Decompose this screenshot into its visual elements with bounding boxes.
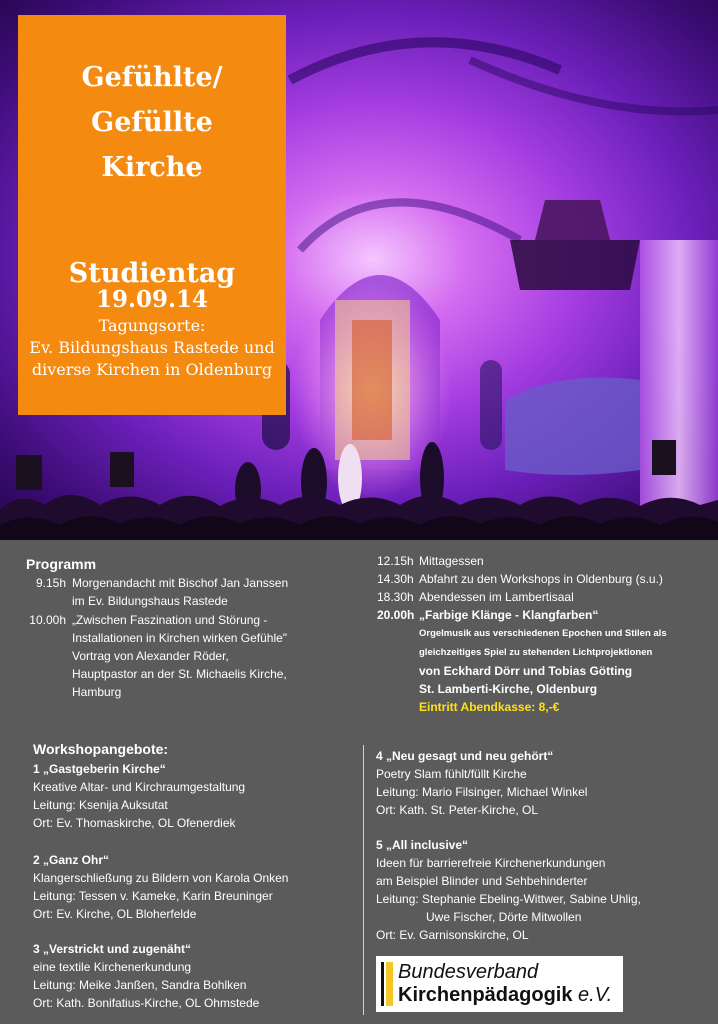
- concert-detail-text: Orgelmusik aus verschiedenen Epochen und Stilen als: [419, 628, 667, 639]
- logo-line-2: [398, 983, 612, 1007]
- workshop-line: Ort: Ev. Thomaskirche, OL Ofenerdiek: [33, 816, 236, 830]
- admission: [377, 698, 707, 716]
- event-date: 19.09.14: [95, 286, 209, 313]
- workshop-line: Ort: Kath. St. Peter-Kirche, OL: [376, 803, 539, 817]
- workshop-title: 5 „All inclusive“: [376, 838, 469, 852]
- workshop-line: Leitung: Stephanie Ebeling-Wittwer, Sabine Uhlig,: [376, 892, 641, 906]
- column-divider: [363, 745, 364, 1015]
- workshop-title: 4 „Neu gesagt und neu gehört“: [376, 749, 554, 763]
- programme-time: 20.00h: [377, 608, 415, 622]
- programme-text: Hamburg: [72, 685, 122, 699]
- programme-time: 12.15h: [377, 554, 414, 568]
- programme-item: [377, 570, 707, 588]
- venue-line: Ev. Bildungshaus Rastede und: [29, 338, 275, 357]
- workshop-item: [33, 760, 245, 832]
- logo-name: Kirchenpädagogik: [398, 984, 573, 1006]
- concert-info-text: von Eckhard Dörr und Tobias Götting: [419, 664, 633, 678]
- programme-text: im Ev. Bildungshaus Rastede: [72, 594, 228, 608]
- workshop-line: eine textile Kirchenerkundung: [33, 960, 192, 974]
- logo-line-1: Bundesverband: [398, 961, 539, 983]
- programme-text: Hauptpastor an der St. Michaelis Kirche,: [72, 667, 287, 681]
- logo-suffix: e.V.: [578, 984, 613, 1006]
- programme-heading: Programm: [26, 556, 97, 572]
- programme-text: Mittagessen: [419, 554, 484, 568]
- workshop-item: [33, 851, 288, 923]
- programme-text: Morgenandacht mit Bischof Jan Janssen: [72, 576, 289, 590]
- admission-text: Eintritt Abendkasse: 8,-€: [419, 700, 560, 714]
- workshop-line: Leitung: Meike Janßen, Sandra Bohlken: [33, 978, 247, 992]
- workshop-line: Ort: Kath. Bonifatius-Kirche, OL Ohmstede: [33, 996, 260, 1010]
- title-line: Kirche: [101, 152, 203, 183]
- workshop-title: 2 „Ganz Ohr“: [33, 853, 110, 867]
- workshop-line: Ort: Ev. Kirche, OL Bloherfelde: [33, 907, 197, 921]
- workshop-line: Leitung: Mario Filsinger, Michael Winkel: [376, 785, 588, 799]
- workshop-line: Poetry Slam fühlt/füllt Kirche: [376, 767, 527, 781]
- title-line: Gefühlte/: [81, 62, 223, 93]
- logo-black-bar: [381, 962, 384, 1006]
- concert-detail: [377, 643, 707, 662]
- programme-text: Abendessen im Lambertisaal: [419, 590, 574, 604]
- workshop-line: Klangerschließung zu Bildern von Karola Onken: [33, 871, 289, 885]
- programme-text: „Zwischen Faszination und Störung -: [72, 613, 268, 627]
- event-subtitle: Studientag: [68, 258, 236, 289]
- programme-text: „Farbige Klänge - Klangfarben“: [419, 608, 599, 622]
- programme-item: [26, 611, 356, 703]
- concert-info: [377, 680, 707, 698]
- programme-item: [26, 574, 356, 614]
- programme-time: 10.00h: [29, 613, 66, 627]
- workshop-line: am Beispiel Blinder und Sehbehinderter: [376, 874, 588, 888]
- title-line: Gefüllte: [91, 107, 213, 138]
- workshop-line: Kreative Altar- und Kirchraumgestaltung: [33, 780, 246, 794]
- event-venues: [18, 315, 286, 381]
- workshop-title: 3 „Verstrickt und zugenäht“: [33, 942, 192, 956]
- workshop-line: Leitung: Tessen v. Kameke, Karin Breuninger: [33, 889, 273, 903]
- programme-item: [377, 606, 707, 624]
- programme-text: Vortrag von Alexander Röder,: [72, 649, 229, 663]
- workshop-line: Uwe Fischer, Dörte Mitwollen: [426, 910, 582, 924]
- concert-detail: [377, 624, 707, 643]
- workshop-line: Ideen für barrierefreie Kirchenerkundungen: [376, 856, 606, 870]
- programme-text: Installationen in Kirchen wirken Gefühle": [72, 631, 288, 645]
- workshop-item: [376, 747, 587, 819]
- workshop-item: [376, 836, 641, 944]
- workshops-heading: Workshopangebote:: [33, 741, 169, 757]
- event-title: [18, 55, 286, 190]
- workshop-line: Ort: Ev. Garnisonskirche, OL: [376, 928, 529, 942]
- venue-line: Tagungsorte:: [98, 316, 206, 335]
- programme-item: [377, 552, 707, 570]
- concert-info-text: St. Lamberti-Kirche, Oldenburg: [419, 682, 598, 696]
- programme-time: 9.15h: [35, 576, 66, 590]
- title-box: [18, 15, 286, 415]
- bundesverband-logo: [376, 956, 623, 1012]
- concert-info: [377, 662, 707, 680]
- programme-right-column: [377, 552, 707, 716]
- programme-text: Abfahrt zu den Workshops in Oldenburg (s.u.): [419, 572, 663, 586]
- workshop-title: 1 „Gastgeberin Kirche“: [33, 762, 166, 776]
- programme-item: [377, 588, 707, 606]
- workshop-item: [33, 940, 259, 1012]
- logo-yellow-bar: [386, 962, 393, 1006]
- concert-detail-text: gleichzeitiges Spiel zu stehenden Lichtprojektionen: [419, 647, 653, 658]
- programme-time: 18.30h: [377, 590, 414, 604]
- programme-time: 14.30h: [377, 572, 414, 586]
- workshop-line: Leitung: Ksenija Auksutat: [33, 798, 168, 812]
- venue-line: diverse Kirchen in Oldenburg: [31, 360, 273, 379]
